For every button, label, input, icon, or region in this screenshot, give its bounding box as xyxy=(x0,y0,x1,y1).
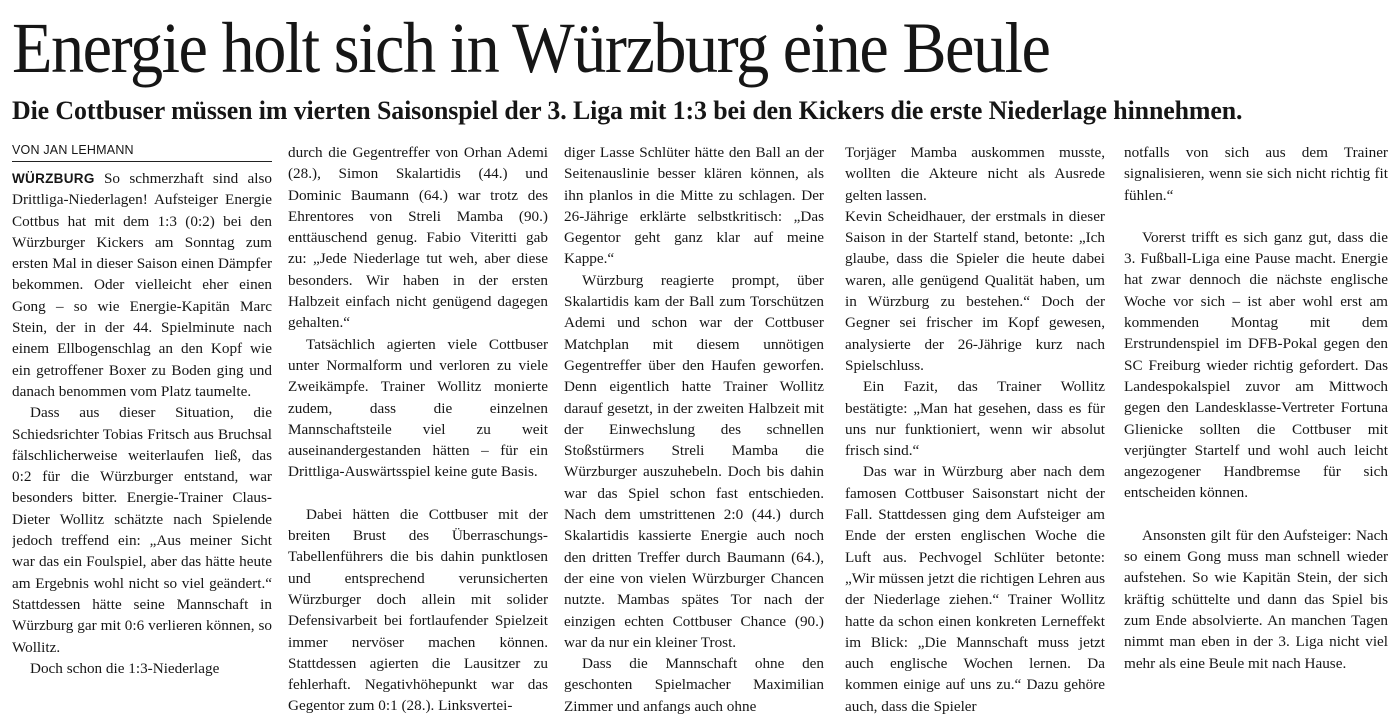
article-paragraph: Tatsächlich agierten viele Cottbuser unter Normalform und verloren zu viele Zweikämpfe. Trainer Wollitz monierte zudem, dass die einzelnen Mannschaftsteile viel zu weit auseinandergestanden hätten – für ein Drittliga-Auswärtsspiel keine gute Basis. xyxy=(288,335,548,481)
dateline: WÜRZBURG xyxy=(12,171,95,186)
article-paragraph: diger Lasse Schlüter hätte den Ball an der Seitenauslinie besser klären können, als ihn planlos in die Mitte zu schlagen. Der 26-Jährige erklärte selbstkritisch: „Das Gegentor geht ganz klar auf meine Kappe.“ xyxy=(564,144,824,268)
author-byline: VON JAN LEHMANN xyxy=(12,142,272,162)
article-paragraph: Das war in Würzburg aber nach dem famosen Cottbuser Saisonstart nicht der Fall. Stattdessen ging dem Aufsteiger am Ende der ersten englischen Woche die Luft aus. Pechvogel Schlüter betonte: „Wir müssen jetzt die richtigen Lehren aus der Niederlage ziehen.“ Trainer Wollitz hatte da schon einen konkreten Lerneffekt im Blick: „Die Mannschaft muss jetzt auch englische Wochen lernen. Da kommen einige auf uns zu.“ Dazu gehöre auch, dass die Spieler xyxy=(845,463,1105,715)
article-subheadline: Die Cottbuser müssen im vierten Saisonspiel der 3. Liga mit 1:3 bei den Kickers die erste Niederlage hinnehmen. xyxy=(12,96,1243,125)
article-paragraph: Vorerst trifft es sich ganz gut, dass die 3. Fußball-Liga eine Pause macht. Energie hat zwar dennoch die nächste englische Woche vor sich – ist aber wohl erst am kommenden Montag mit dem Erstrundenspiel im DFB-Pokal gegen den SC Freiburg wieder richtig gefordert. Das Landespokalspiel zuvor am Mittwoch gegen den Landesklasse-Vertreter Fortuna Glienicke sollten die Cottbuser mit verjüngter Startelf und wohl auch leicht angezogener Handbremse für sich entscheiden können. xyxy=(1124,228,1388,502)
article-paragraph: Dass aus dieser Situation, die Schiedsrichter Tobias Fritsch aus Bruchsal fälschlicherweise weiterlaufen ließ, das 0:2 für die Würzburger entstand, war besonders bitter. Energie-Trainer Claus-Dieter Wollitz schätzte nach Spielende jedoch treffend ein: „Aus meiner Sicht war das ein Foulspiel, aber das hätte heute am Ergebnis wohl nicht so viel geändert.“ Stattdessen hätte seine Mannschaft in Würzburg gar mit 0:6 verlieren können, so Wollitz. xyxy=(12,404,272,656)
article-column-5 xyxy=(1124,142,1388,724)
article-paragraph: Kevin Scheidhauer, der erstmals in dieser Saison in der Startelf stand, betonte: „Ich glaube, dass die Spieler die heute dabei waren, alle genügend Qualität haben, um in Würzburg zu bestehen.“ Doch der Gegner sei frischer im Kopf gewesen, analysierte der 26-Jährige kurz nach Spielschluss. xyxy=(845,207,1105,374)
article-column-1 xyxy=(12,142,272,724)
article-paragraph: notfalls von sich aus dem Trainer signalisieren, wenn sie sich nicht richtig fit fühlen.“ xyxy=(1124,144,1388,204)
article-paragraph xyxy=(12,168,272,402)
article-paragraph: Dabei hätten die Cottbuser mit der breiten Brust des Überraschungs-Tabellenführers die bis dahin punktlosen und entsprechend verunsicherten Würzburger doch allein mit solider Defensivarbeit bei fortlaufender Spielzeit immer nervöser machen können. Stattdessen agierten die Lausitzer zu fehlerhaft. Negativhöhepunkt war das Gegentor zum 0:1 (28.). Linksvertei- xyxy=(288,505,548,715)
article-paragraph: Würzburg reagierte prompt, über Skalartidis kam der Ball zum Torschützen Ademi und schon war der Cottbuser Matchplan mit diesem unnötigen Gegentreffer über den Haufen geworfen. Denn eigentlich hatte Trainer Wollitz darauf gesetzt, in der zweiten Halbzeit mit der Einwechslung des schnellen Stoßstürmers Streli Mamba die Würzburger auszuhebeln. Doch bis dahin war das Spiel schon fast entschieden. Nach dem umstrittenen 2:0 (44.) durch Skalartidis kassierte Energie auch noch den dritten Treffer durch Baumann (64.), der eine von vielen Würzburger Chancen nutzte. Mambas spätes Tor nach der einzigen echten Cottbuser Chance (90.) war da nur ein kleiner Trost. xyxy=(564,271,824,651)
article-column-2 xyxy=(288,142,548,724)
article-headline: Energie holt sich in Würzburg eine Beule xyxy=(12,8,1050,88)
paragraph-text: So schmerzhaft sind also Drittliga-Niederlagen! Aufsteiger Energie Cottbus hat mit dem 1:3 (0:2) bei den Würzburger Kickers am Sonntag zum ersten Mal in dieser Saison einen Dämpfer bekommen. Oder vielleicht eher einen Gong – so wie Energie-Kapitän Marc Stein, der in der 44. Spielminute nach einem Ellbogenschlag an den Kopf wie ein getroffener Boxer zu Boden ging und danach benommen vom Platz taumelte. xyxy=(12,170,272,400)
article-paragraph: Ansonsten gilt für den Aufsteiger: Nach so einem Gong muss man schnell wieder aufstehen. So wie Kapitän Stein, der sich kräftig schüttelte und dann das Spiel bis zum Ende absolvierte. An manchen Tagen nimmt man eben in der 3. Liga nicht viel mehr als eine Beule mit nach Hause. xyxy=(1124,526,1388,672)
article-paragraph: Ein Fazit, das Trainer Wollitz bestätigte: „Man hat gesehen, dass es für uns nur funktioniert, wenn wir absolut frisch sind.“ xyxy=(845,378,1105,460)
article-column-4 xyxy=(845,142,1105,724)
article-body xyxy=(0,138,1400,720)
article-column-3 xyxy=(564,142,824,724)
article-paragraph: durch die Gegentreffer von Orhan Ademi (28.), Simon Skalartidis (44.) und Dominic Baumann (64.) war trotz des Ehrentores von Streli Mamba (90.) enttäuschend genug. Fabio Viteritti gab zu: „Jede Niederlage tut weh, aber diese besonders. Wir haben in der ersten Halbzeit einfach nicht genügend dagegen gehalten.“ xyxy=(288,144,548,332)
article-paragraph: Doch schon die 1:3-Niederlage xyxy=(30,659,220,677)
article-paragraph: Dass die Mannschaft ohne den geschonten Spielmacher Maximilian Zimmer und anfangs auch ohne xyxy=(564,655,824,715)
article-paragraph: Torjäger Mamba auskommen musste, wollten die Akteure nicht als Ausrede gelten lassen. xyxy=(845,144,1105,204)
